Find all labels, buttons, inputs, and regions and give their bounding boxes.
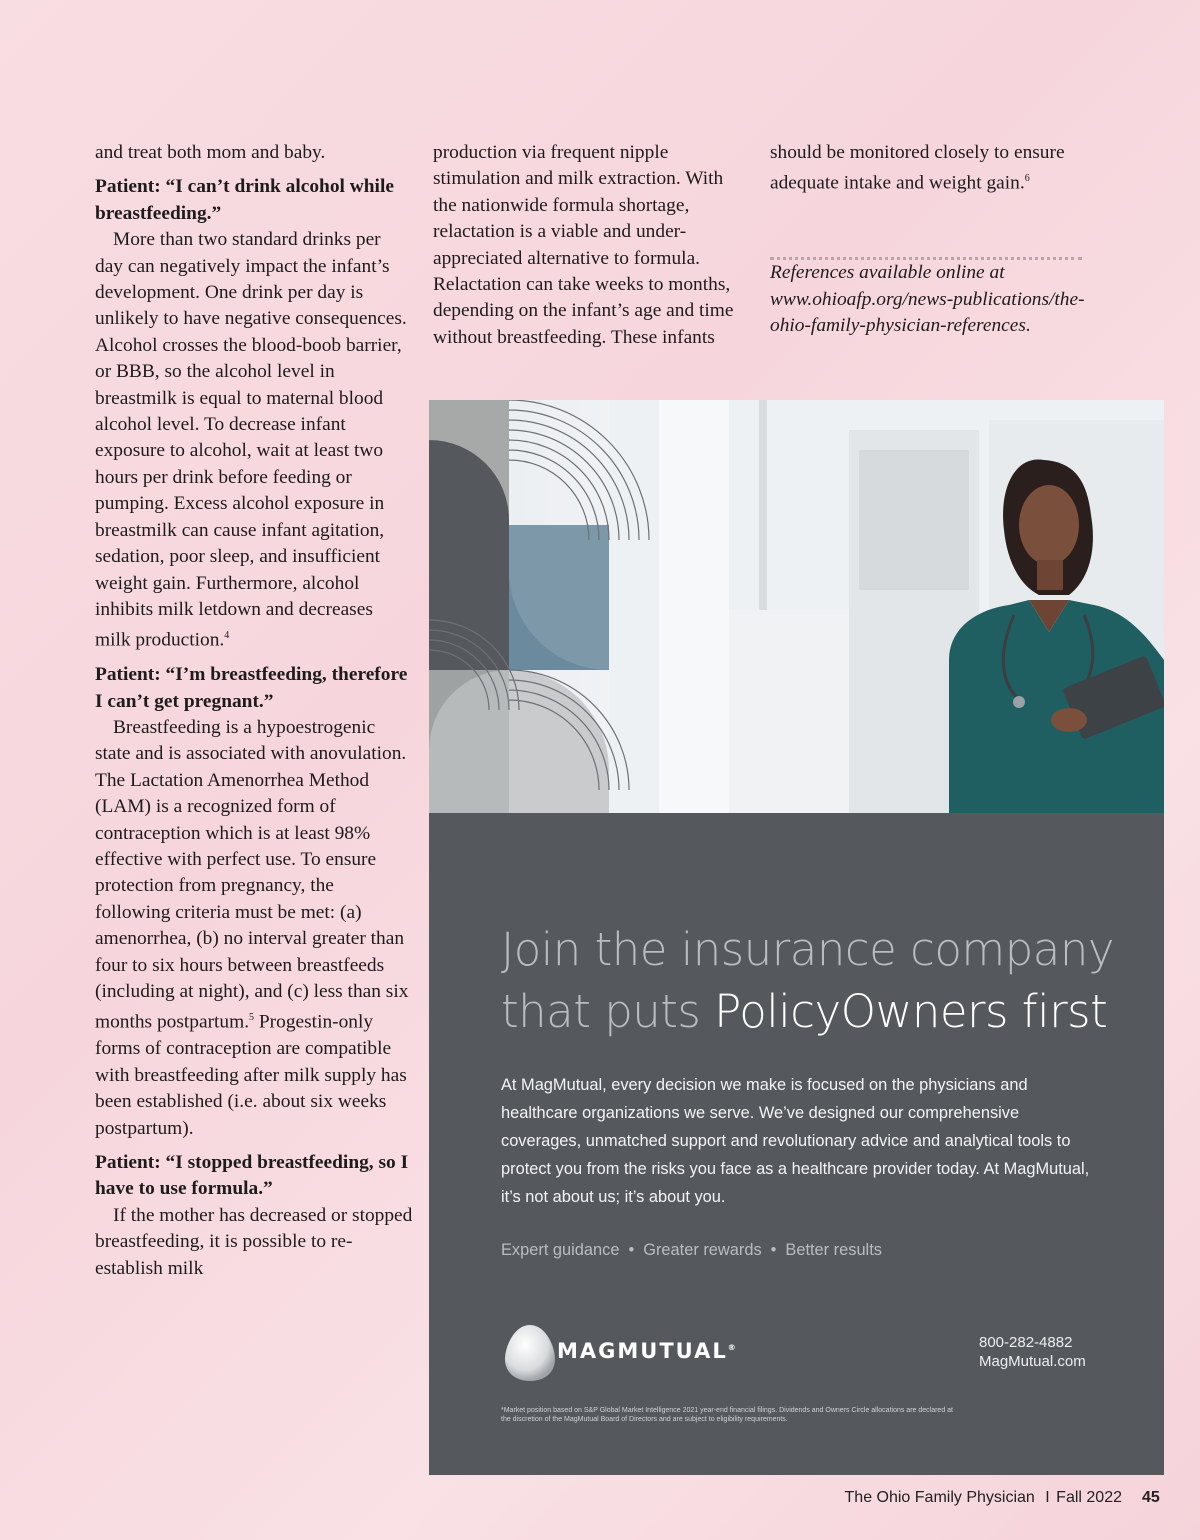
paragraph-formula: If the mother has decreased or stopped breastfeeding, it is possible to re-establish milk xyxy=(95,1204,413,1279)
paragraph: and treat both mom and baby. xyxy=(95,142,326,163)
ad-photo-nurse-with-tablet xyxy=(429,400,1164,813)
ad-taglines xyxy=(501,1241,882,1260)
ad-headline-highlight: PolicyOwners first xyxy=(714,985,1108,1038)
ad-headline-text: Join the insurance company that puts xyxy=(501,923,1115,1038)
footnote-ref: 5 xyxy=(249,1012,255,1024)
section-heading-alcohol: Patient: “I can’t drink alcohol while breastfeeding.” xyxy=(95,176,394,224)
footnote-ref: 4 xyxy=(224,630,230,642)
tagline: Greater rewards xyxy=(643,1241,762,1259)
references-note: References available online at www.ohioafp.org/news-publications/the-ohio-family-physician-references. xyxy=(770,262,1085,337)
publication-name: The Ohio Family Physician xyxy=(844,1489,1035,1506)
registered-mark: ® xyxy=(727,1343,736,1352)
ad-photo-illustration xyxy=(429,400,1164,813)
footer-publication-line xyxy=(845,1489,1122,1507)
magmutual-logo xyxy=(499,1321,779,1385)
page-footer xyxy=(0,1489,1200,1509)
ad-content xyxy=(429,813,1164,1475)
footer-separator: I xyxy=(1045,1489,1050,1506)
ad-contact-info xyxy=(979,1333,1086,1371)
issue-label: Fall 2022 xyxy=(1056,1489,1122,1506)
ad-body-text: At MagMutual, every decision we make is focused on the physicians and healthcare organizations we serve. We’ve designed our comprehensive coverages, unmatched support and revolutionary advice and analytical tools to protect you from the risks you face as a healthcare provider today. At MagMutual, it’s not about us; it’s about you. xyxy=(501,1076,1090,1206)
tag-separator: • xyxy=(628,1241,635,1259)
paragraph-monitoring xyxy=(770,140,1090,197)
section-heading-formula: Patient: “I stopped breastfeeding, so I have to use formula.” xyxy=(95,1151,409,1200)
paragraph-relactation: production via frequent nipple stimulation and milk extraction. With the nationwide formula shortage, relactation is a viable and under-appreciated alternative to formula. Relactation can take weeks to months, depending on the infant’s age and time without breastfeeding. These infants xyxy=(433,142,734,348)
egg-logo-icon xyxy=(499,1321,561,1383)
ad-headline xyxy=(501,919,1141,1043)
article-column-2 xyxy=(433,140,743,351)
article-column-3 xyxy=(770,140,1090,340)
paragraph-text: Breastfeeding is a hypoestrogenic state and is associated with anovulation. The Lactation Amenorrhea Method (LAM) is a recognized form of contraception which is at least 98% effective with perfect use. To ensure protection from pregnancy, the following criteria must be met: (a) amenorrhea, (b) no interval greater than four to six hours between breastfeeds (including at night), and (c) less than six months postpartum. xyxy=(95,717,409,1033)
article-column-1 xyxy=(95,140,413,1282)
paragraph-text: More than two standard drinks per day can negatively impact the infant’s development. One drink per day is unlikely to have negative consequences. Alcohol crosses the blood-boob barrier, or BBB, so the alcohol level in breastmilk is equal to maternal blood alcohol level. To decrease infant exposure to alcohol, wait at least two hours per drink before feeding or pumping. Excess alcohol exposure in breastmilk can cause infant agitation, sedation, poor sleep, and insufficient weight gain. Furthermore, alcohol inhibits milk letdown and decreases milk production. xyxy=(95,229,407,651)
magmutual-advertisement xyxy=(429,400,1164,1475)
tagline: Expert guidance xyxy=(501,1241,620,1259)
ad-fine-print: *Market position based on S&P Global Market Intelligence 2021 year-end financial filings. Dividends and Owners Circle allocations are declared at the discretion of the MagMutual Board of Directors and are subject to eligibility requirements. xyxy=(501,1407,954,1423)
footnote-ref: 6 xyxy=(1024,173,1030,185)
paragraph-text: Progestin-only forms of contraception are compatible with breastfeeding after milk supply has been established (i.e. about six weeks postpartum). xyxy=(95,1011,407,1139)
paragraph-alcohol xyxy=(95,227,413,654)
paragraph-text: should be monitored closely to ensure adequate intake and weight gain. xyxy=(770,142,1065,194)
tagline: Better results xyxy=(785,1241,882,1259)
page-number: 45 xyxy=(1142,1489,1160,1506)
paragraph-pregnancy xyxy=(95,715,413,1142)
website-link[interactable]: MagMutual.com xyxy=(979,1353,1086,1370)
brand-name: MAGMUTUAL xyxy=(557,1339,728,1363)
brand-wordmark xyxy=(557,1339,736,1363)
phone-number: 800-282-4882 xyxy=(979,1334,1073,1351)
tag-separator: • xyxy=(770,1241,777,1259)
section-heading-pregnancy: Patient: “I’m breastfeeding, therefore I can’t get pregnant.” xyxy=(95,664,408,712)
